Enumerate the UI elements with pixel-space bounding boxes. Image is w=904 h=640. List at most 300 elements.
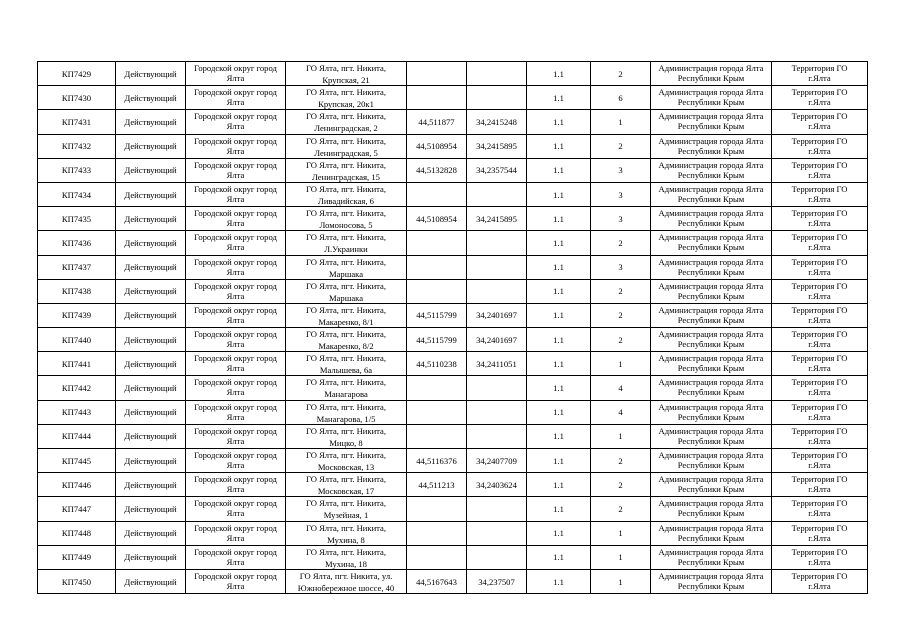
district-cell [186, 255, 286, 279]
owner-cell [651, 207, 772, 231]
value-2-cell: 2 [591, 231, 651, 255]
latitude-cell [407, 231, 467, 255]
status-cell: Действующий [116, 182, 186, 206]
table-row [38, 521, 868, 545]
address-cell [286, 231, 407, 255]
territory-line-1: Территория ГО [791, 232, 848, 243]
owner-line-2: Республики Крым [677, 556, 745, 567]
owner-cell [651, 86, 772, 110]
district-cell [186, 231, 286, 255]
address-line-1: ГО Ялта, пгт. Никита, [305, 522, 387, 533]
territory-cell [772, 255, 868, 279]
longitude-cell: 34,2415248 [467, 110, 527, 134]
site-id-cell: КП7432 [38, 134, 116, 158]
territory-line-1: Территория ГО [791, 377, 848, 388]
site-id-cell: КП7437 [38, 255, 116, 279]
district-line-2: Ялта [226, 73, 245, 83]
territory-line-2: г.Ялта [808, 580, 831, 591]
address-line-1: ГО Ялта, пгт. Никита, [305, 111, 387, 122]
district-line-2: Ялта [226, 145, 245, 156]
table-row [38, 376, 868, 400]
table-row [38, 303, 868, 327]
owner-line-1: Администрация города Ялта [658, 111, 764, 122]
district-line-2: Ялта [226, 314, 245, 325]
longitude-cell [467, 400, 527, 424]
owner-cell [651, 303, 772, 327]
district-line-2: Ялта [226, 218, 245, 229]
territory-line-2: г.Ялта [808, 387, 831, 398]
district-line-2: Ялта [226, 556, 245, 567]
address-line-2: Ломоносова, 5 [319, 220, 373, 231]
address-line-2: Музейная, 1 [323, 510, 369, 521]
district-cell [186, 569, 286, 593]
territory-line-2: г.Ялта [808, 460, 831, 470]
territory-line-2: г.Ялта [808, 242, 831, 253]
owner-line-1: Администрация города Ялта [658, 280, 764, 291]
owner-line-1: Администрация города Ялта [658, 304, 764, 315]
longitude-cell [467, 231, 527, 255]
territory-line-2: г.Ялта [808, 121, 831, 132]
territory-cell [772, 449, 868, 473]
address-cell [286, 303, 407, 327]
territory-line-2: г.Ялта [808, 169, 831, 180]
territory-cell [772, 400, 868, 424]
territory-line-1: Территория ГО [791, 208, 848, 219]
district-line-2: Ялта [226, 266, 245, 277]
latitude-cell [407, 545, 467, 569]
address-line-2: Южнобережное шоссе, 40 [297, 582, 395, 593]
owner-line-2: Республики Крым [677, 218, 745, 229]
territory-line-2: г.Ялта [808, 363, 831, 374]
district-cell [186, 497, 286, 521]
district-line-1: Городской округ город [194, 183, 277, 194]
value-1-cell: 1.1 [527, 545, 591, 569]
status-cell: Действующий [116, 62, 186, 86]
district-line-1: Городской округ город [194, 280, 277, 291]
owner-line-1: Администрация города Ялта [658, 183, 764, 194]
territory-line-2: г.Ялта [808, 411, 831, 422]
district-line-1: Городской округ город [194, 87, 277, 98]
district-line-1: Городской округ город [194, 546, 277, 557]
territory-cell [772, 110, 868, 134]
status-cell: Действующий [116, 449, 186, 473]
table-row [38, 497, 868, 521]
value-1-cell: 1.1 [527, 110, 591, 134]
owner-line-2: Республики Крым [677, 411, 745, 422]
address-cell [286, 182, 407, 206]
territory-line-2: г.Ялта [808, 145, 831, 156]
district-cell [186, 424, 286, 448]
status-cell: Действующий [116, 255, 186, 279]
owner-line-2: Республики Крым [677, 532, 745, 543]
value-2-cell: 3 [591, 255, 651, 279]
owner-cell [651, 352, 772, 376]
district-cell [186, 521, 286, 545]
site-id-cell: КП7443 [38, 400, 116, 424]
site-id-cell: КП7446 [38, 473, 116, 497]
longitude-cell: 34,237507 [467, 569, 527, 593]
address-cell [286, 545, 407, 569]
address-line-2: Московская, 17 [317, 486, 375, 497]
address-cell [286, 86, 407, 110]
table-row [38, 62, 868, 86]
site-id-cell: КП7439 [38, 303, 116, 327]
longitude-cell: 34,2415895 [467, 134, 527, 158]
owner-line-1: Администрация города Ялта [658, 401, 764, 412]
value-2-cell: 2 [591, 62, 651, 86]
site-id-cell: КП7434 [38, 182, 116, 206]
address-line-1: ГО Ялта, пгт. Никита, [305, 450, 387, 460]
owner-line-1: Администрация города Ялта [658, 450, 764, 460]
address-cell [286, 400, 407, 424]
owner-cell [651, 62, 772, 86]
district-line-1: Городской округ город [194, 353, 277, 364]
territory-cell [772, 328, 868, 352]
address-line-1: ГО Ялта, пгт. Никита, ул. [299, 570, 393, 581]
site-id-cell: КП7436 [38, 231, 116, 255]
address-line-1: ГО Ялта, пгт. Никита, [305, 377, 387, 388]
table-row [38, 424, 868, 448]
territory-cell [772, 207, 868, 231]
district-line-2: Ялта [226, 193, 245, 204]
value-2-cell: 3 [591, 158, 651, 182]
latitude-cell [407, 376, 467, 400]
owner-line-1: Администрация города Ялта [658, 353, 764, 364]
status-cell: Действующий [116, 400, 186, 424]
district-line-2: Ялта [226, 460, 245, 470]
status-cell: Действующий [116, 424, 186, 448]
status-cell: Действующий [116, 473, 186, 497]
value-2-cell: 1 [591, 352, 651, 376]
latitude-cell [407, 424, 467, 448]
district-cell [186, 449, 286, 473]
district-line-2: Ялта [226, 169, 245, 180]
territory-cell [772, 376, 868, 400]
value-2-cell: 1 [591, 424, 651, 448]
district-cell [186, 303, 286, 327]
latitude-cell [407, 255, 467, 279]
value-2-cell: 1 [591, 110, 651, 134]
longitude-cell [467, 279, 527, 303]
status-cell: Действующий [116, 303, 186, 327]
value-1-cell: 1.1 [527, 473, 591, 497]
district-line-1: Городской округ город [194, 111, 277, 122]
latitude-cell: 44,5115799 [407, 328, 467, 352]
status-cell: Действующий [116, 376, 186, 400]
address-line-2: Маршака [328, 292, 364, 303]
district-line-1: Городской округ город [194, 401, 277, 412]
address-cell [286, 352, 407, 376]
value-1-cell: 1.1 [527, 134, 591, 158]
address-line-2: Макаренко, 8/2 [318, 341, 374, 352]
status-cell: Действующий [116, 569, 186, 593]
territory-line-1: Территория ГО [791, 570, 848, 581]
address-line-1: ГО Ялта, пгт. Никита, [305, 232, 387, 243]
site-id-cell: КП7442 [38, 376, 116, 400]
address-line-2: Манагарова [324, 389, 368, 400]
territory-line-2: г.Ялта [808, 484, 831, 495]
value-2-cell: 2 [591, 473, 651, 497]
longitude-cell [467, 255, 527, 279]
owner-line-1: Администрация города Ялта [658, 87, 764, 98]
latitude-cell: 44,5132828 [407, 158, 467, 182]
territory-line-1: Территория ГО [791, 450, 848, 460]
value-1-cell: 1.1 [527, 569, 591, 593]
owner-line-1: Администрация города Ялта [658, 570, 764, 581]
owner-line-2: Республики Крым [677, 169, 745, 180]
status-cell: Действующий [116, 158, 186, 182]
address-cell [286, 62, 407, 86]
district-line-2: Ялта [226, 508, 245, 519]
address-line-1: ГО Ялта, пгт. Никита, [305, 87, 387, 98]
status-cell: Действующий [116, 521, 186, 545]
territory-cell [772, 134, 868, 158]
address-line-1: ГО Ялта, пгт. Никита, [305, 401, 387, 412]
owner-cell [651, 521, 772, 545]
address-line-2: Мицко, 8 [329, 437, 363, 448]
value-2-cell: 2 [591, 303, 651, 327]
owner-line-1: Администрация города Ялта [658, 425, 764, 436]
territory-cell [772, 352, 868, 376]
table-row [38, 110, 868, 134]
district-cell [186, 110, 286, 134]
status-cell: Действующий [116, 207, 186, 231]
district-line-2: Ялта [226, 121, 245, 132]
value-1-cell: 1.1 [527, 352, 591, 376]
district-line-1: Городской округ город [194, 450, 277, 460]
latitude-cell [407, 86, 467, 110]
site-id-cell: КП7429 [38, 62, 116, 86]
address-line-2: Л.Украинки [324, 244, 368, 255]
address-cell [286, 158, 407, 182]
address-cell [286, 521, 407, 545]
longitude-cell [467, 497, 527, 521]
district-cell [186, 134, 286, 158]
owner-cell [651, 569, 772, 593]
value-1-cell: 1.1 [527, 182, 591, 206]
territory-line-2: г.Ялта [808, 532, 831, 543]
address-cell [286, 134, 407, 158]
owner-line-1: Администрация города Ялта [658, 546, 764, 557]
latitude-cell [407, 182, 467, 206]
owner-cell [651, 231, 772, 255]
address-line-2: Ливадийская, 6 [318, 195, 374, 206]
latitude-cell: 44,5108954 [407, 207, 467, 231]
district-line-2: Ялта [226, 387, 245, 398]
value-2-cell: 3 [591, 182, 651, 206]
longitude-cell [467, 62, 527, 86]
value-1-cell: 1.1 [527, 328, 591, 352]
territory-line-2: г.Ялта [808, 193, 831, 204]
territory-cell [772, 231, 868, 255]
territory-cell [772, 473, 868, 497]
address-line-2: Мухина, 8 [327, 534, 365, 545]
district-line-1: Городской округ город [194, 425, 277, 436]
site-id-cell: КП7445 [38, 449, 116, 473]
territory-line-1: Территория ГО [791, 522, 848, 533]
district-cell [186, 376, 286, 400]
site-id-cell: КП7448 [38, 521, 116, 545]
status-cell: Действующий [116, 497, 186, 521]
district-line-1: Городской округ город [194, 329, 277, 340]
address-line-1: ГО Ялта, пгт. Никита, [305, 280, 387, 291]
value-2-cell: 2 [591, 279, 651, 303]
status-cell: Действующий [116, 134, 186, 158]
address-line-1: ГО Ялта, пгт. Никита, [305, 474, 387, 485]
owner-line-2: Республики Крым [677, 290, 745, 301]
district-line-1: Городской округ город [194, 256, 277, 267]
owner-line-1: Администрация города Ялта [658, 498, 764, 509]
territory-cell [772, 545, 868, 569]
latitude-cell [407, 497, 467, 521]
table-row [38, 473, 868, 497]
site-id-cell: КП7431 [38, 110, 116, 134]
territory-line-2: г.Ялта [808, 73, 831, 83]
territory-line-2: г.Ялта [808, 266, 831, 277]
longitude-cell: 34,2415895 [467, 207, 527, 231]
status-cell: Действующий [116, 86, 186, 110]
district-line-1: Городской округ город [194, 232, 277, 243]
territory-cell [772, 569, 868, 593]
territory-cell [772, 158, 868, 182]
value-1-cell: 1.1 [527, 158, 591, 182]
district-line-2: Ялта [226, 484, 245, 495]
value-2-cell: 1 [591, 569, 651, 593]
territory-line-2: г.Ялта [808, 508, 831, 519]
territory-line-1: Территория ГО [791, 304, 848, 315]
owner-line-1: Администрация города Ялта [658, 208, 764, 219]
territory-line-2: г.Ялта [808, 290, 831, 301]
site-id-cell: КП7449 [38, 545, 116, 569]
owner-line-2: Республики Крым [677, 508, 745, 519]
territory-line-1: Территория ГО [791, 474, 848, 485]
district-cell [186, 545, 286, 569]
address-line-1: ГО Ялта, пгт. Никита, [305, 353, 387, 364]
territory-cell [772, 86, 868, 110]
owner-cell [651, 182, 772, 206]
owner-line-1: Администрация города Ялта [658, 159, 764, 170]
district-cell [186, 207, 286, 231]
owner-cell [651, 545, 772, 569]
value-1-cell: 1.1 [527, 231, 591, 255]
owner-cell [651, 449, 772, 473]
table-row [38, 279, 868, 303]
latitude-cell: 44,511877 [407, 110, 467, 134]
owner-cell [651, 376, 772, 400]
address-line-2: Крупская, 21 [322, 75, 370, 85]
site-id-cell: КП7441 [38, 352, 116, 376]
territory-cell [772, 424, 868, 448]
territory-line-1: Территория ГО [791, 183, 848, 194]
address-cell [286, 255, 407, 279]
owner-cell [651, 328, 772, 352]
owner-line-2: Республики Крым [677, 387, 745, 398]
table-row [38, 86, 868, 110]
owner-line-2: Республики Крым [677, 580, 745, 591]
longitude-cell [467, 182, 527, 206]
site-id-cell: КП7444 [38, 424, 116, 448]
address-line-1: ГО Ялта, пгт. Никита, [305, 256, 387, 267]
owner-cell [651, 255, 772, 279]
district-cell [186, 182, 286, 206]
status-cell: Действующий [116, 279, 186, 303]
territory-line-1: Территория ГО [791, 63, 848, 73]
table-row [38, 400, 868, 424]
value-1-cell: 1.1 [527, 86, 591, 110]
table-row [38, 255, 868, 279]
site-id-cell: КП7447 [38, 497, 116, 521]
address-line-2: Ленинградская, 15 [312, 171, 380, 182]
site-id-cell: КП7430 [38, 86, 116, 110]
address-line-2: Маршака [328, 268, 364, 279]
value-2-cell: 1 [591, 521, 651, 545]
address-line-2: Малышева, 6а [319, 365, 373, 376]
territory-line-1: Территория ГО [791, 256, 848, 267]
table-row [38, 158, 868, 182]
latitude-cell [407, 279, 467, 303]
value-1-cell: 1.1 [527, 255, 591, 279]
site-id-cell: КП7438 [38, 279, 116, 303]
value-1-cell: 1.1 [527, 449, 591, 473]
table-row [38, 328, 868, 352]
district-line-1: Городской округ город [194, 522, 277, 533]
address-cell [286, 328, 407, 352]
district-line-1: Городской округ город [194, 570, 277, 581]
address-line-1: ГО Ялта, пгт. Никита, [305, 135, 387, 146]
territory-cell [772, 182, 868, 206]
district-line-2: Ялта [226, 411, 245, 422]
longitude-cell [467, 86, 527, 110]
district-line-1: Городской округ город [194, 304, 277, 315]
owner-cell [651, 473, 772, 497]
status-cell: Действующий [116, 352, 186, 376]
address-line-1: ГО Ялта, пгт. Никита, [305, 498, 387, 509]
address-cell [286, 110, 407, 134]
owner-line-2: Республики Крым [677, 460, 745, 470]
status-cell: Действующий [116, 328, 186, 352]
territory-line-2: г.Ялта [808, 97, 831, 108]
site-id-cell: КП7450 [38, 569, 116, 593]
territory-line-2: г.Ялта [808, 218, 831, 229]
address-line-1: ГО Ялта, пгт. Никита, [305, 425, 387, 436]
value-2-cell: 1 [591, 545, 651, 569]
address-cell [286, 449, 407, 473]
territory-cell [772, 497, 868, 521]
district-cell [186, 158, 286, 182]
status-cell: Действующий [116, 110, 186, 134]
longitude-cell: 34,2407709 [467, 449, 527, 473]
district-line-2: Ялта [226, 532, 245, 543]
longitude-cell: 34,2401697 [467, 303, 527, 327]
owner-line-2: Республики Крым [677, 121, 745, 132]
owner-line-2: Республики Крым [677, 73, 745, 83]
territory-line-1: Территория ГО [791, 546, 848, 557]
district-line-1: Городской округ город [194, 208, 277, 219]
owner-line-2: Республики Крым [677, 266, 745, 277]
district-cell [186, 400, 286, 424]
address-line-2: Крупская, 20к1 [318, 99, 374, 110]
address-line-1: ГО Ялта, пгт. Никита, [305, 63, 387, 73]
table-row [38, 569, 868, 593]
status-cell: Действующий [116, 231, 186, 255]
value-2-cell: 4 [591, 376, 651, 400]
address-cell [286, 207, 407, 231]
address-line-2: Макаренко, 8/1 [318, 316, 374, 327]
address-line-1: ГО Ялта, пгт. Никита, [305, 208, 387, 219]
longitude-cell: 34,2403624 [467, 473, 527, 497]
district-cell [186, 352, 286, 376]
territory-line-1: Территория ГО [791, 159, 848, 170]
